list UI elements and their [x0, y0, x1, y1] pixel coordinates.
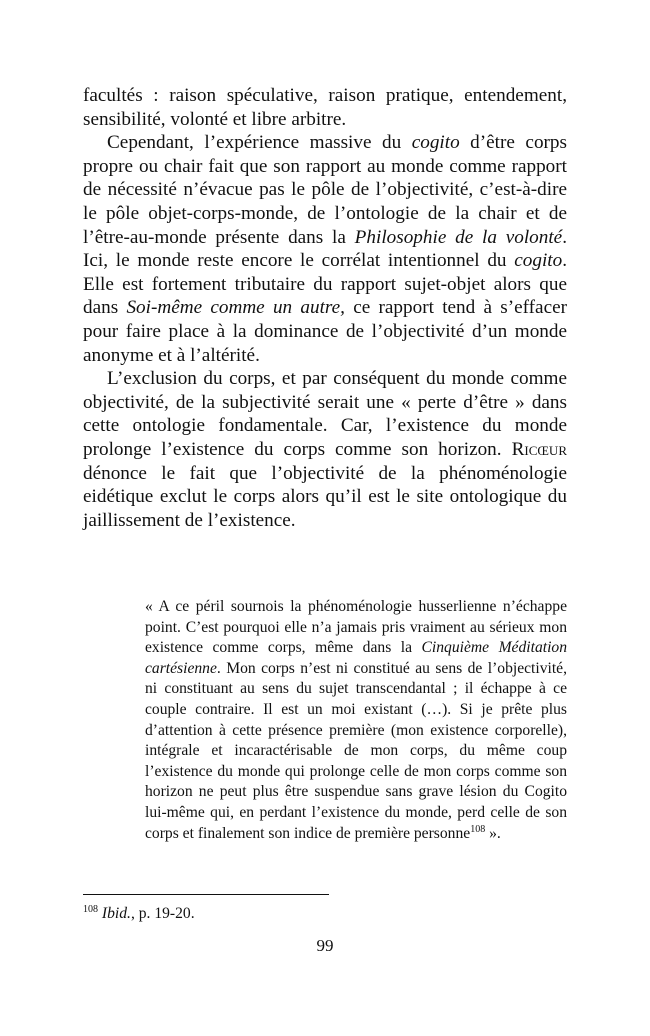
main-text [83, 84, 567, 532]
footnote-text: , p. 19-20. [130, 905, 195, 922]
paragraph-exclusion [83, 367, 567, 532]
text-run: . Ici, le monde reste encore le corrélat intentionnel du [83, 226, 567, 272]
italic-term: cogito [514, 250, 563, 272]
text-run: d’être corps propre ou chair fait que son rapport au monde comme rapport de nécessité n’évacue pas le pôle de l’objectivité, c’est-à-dire le pôle objet-corps-monde, de l’ontologie de la chair et de l’être-au-monde présente dans la [83, 132, 567, 248]
footnote-number: 108 [83, 903, 98, 915]
footnote-italic: Ibid. [101, 905, 131, 922]
block-quote [145, 597, 567, 844]
book-title: Soi-même comme un autre, [126, 297, 345, 319]
footnote [83, 904, 195, 924]
paragraph-cependant [83, 131, 567, 367]
book-title: Philosophie de la volonté [354, 226, 563, 248]
author-name: Ricœur [511, 438, 567, 460]
text-run: ». [485, 824, 501, 842]
text-run: facultés : raison spéculative, raison pratique, entendement, sensibilité, volonté et libre arbitre. [83, 85, 567, 130]
text-run: . Elle est fortement tributaire du rapport sujet-objet alors que dans [83, 250, 567, 319]
paragraph-continuation [83, 84, 567, 131]
italic-term: cogito [411, 132, 460, 154]
text-run: Cependant, l’expérience massive du [107, 132, 412, 154]
page-number: 99 [316, 936, 334, 955]
text-run: . Mon corps n’est ni constitué au sens de l’objectivité, ni constituant au sens du sujet transcendantal ; il échappe à ce couple contraire. Il est un moi existant (…). Si je prête plus d’attention à cette présence première (mon existence corporelle), intégrale et incaractérisable de mon corps, du même coup l’existence du monde qui prolonge celle de mon corps comme son horizon ne peut plus être suspendue sans grave lésion du Cogito lui-même qui, en perdant l’existence du monde, perd celle de son corps et finalement son indice de première personne [145, 659, 567, 842]
text-run: ce rapport tend à s’effacer pour faire place à la dominance de l’objectivité d’un monde anonyme et à l’altérité. [83, 297, 567, 366]
text-run: dénonce le fait que l’objectivité de la phénoménologie eidétique exclut le corps alors qu’il est le site ontologique du jaillissement de l’existence. [83, 462, 567, 531]
text-run: L’exclusion du corps, et par conséquent du monde comme objectivité, de la subjectivité serait une « perte d’être » dans cette ontologie fondamentale. Car, l’existence du monde prolonge l’existence du corps comme son horizon. [83, 368, 567, 460]
footnote-reference[interactable]: 108 [470, 823, 486, 835]
footnote-divider [83, 894, 329, 895]
text-run: « A ce péril sournois la phénoménologie husserlienne n’échappe point. C’est pourquoi elle n’a jamais pris vraiment au sérieux mon existence comme corps, même dans la [145, 598, 567, 657]
book-title: Cinquième Méditation cartésienne [145, 639, 568, 677]
quote-paragraph [145, 597, 567, 844]
